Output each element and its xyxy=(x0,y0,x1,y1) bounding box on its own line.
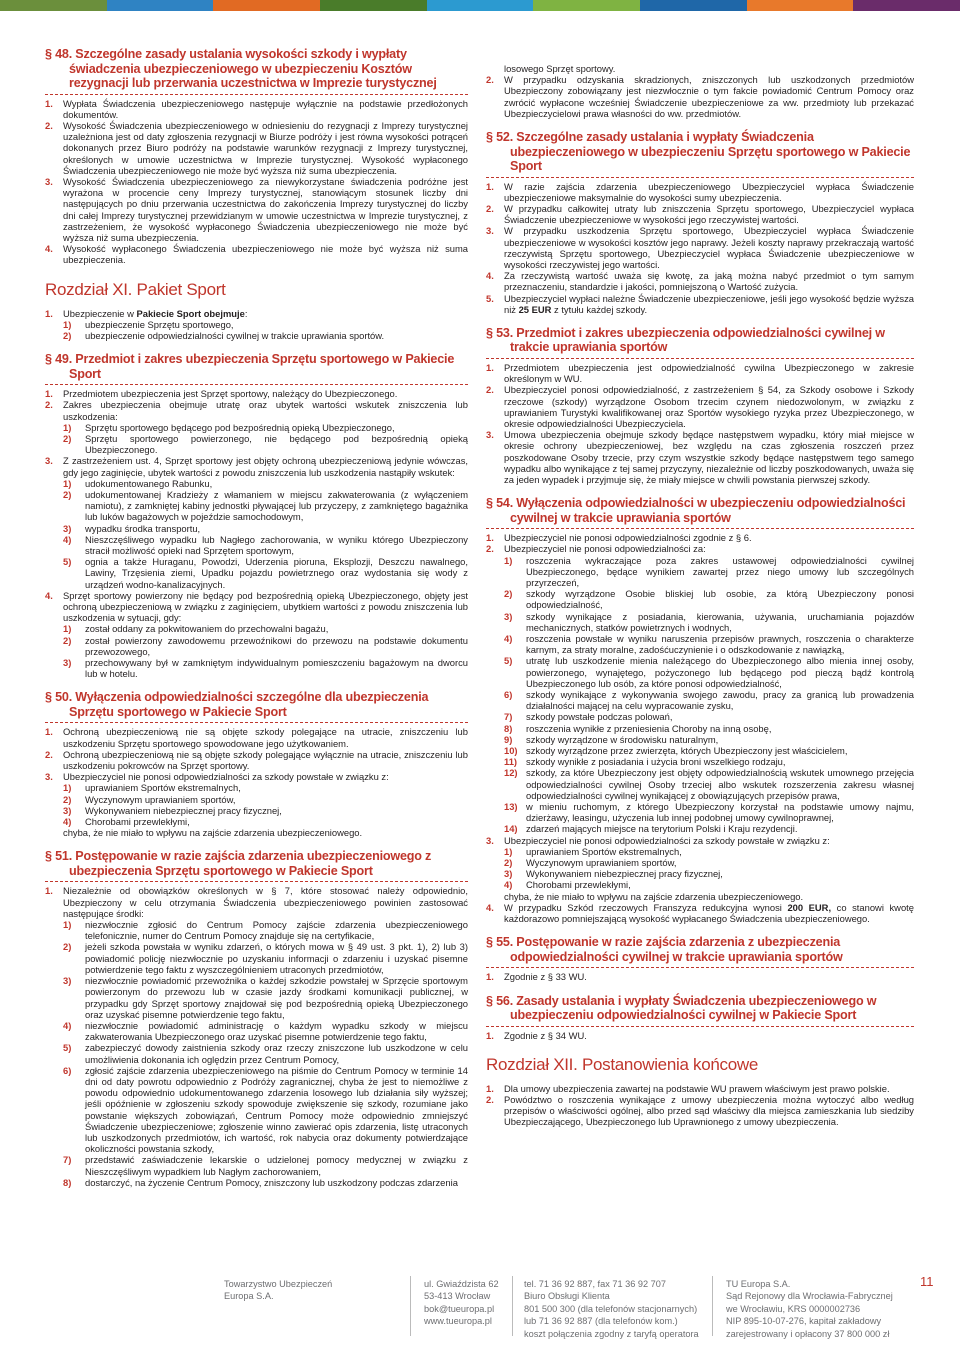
item-number: 4. xyxy=(486,901,494,913)
item-number: 2) xyxy=(63,432,72,444)
item-number: 2) xyxy=(504,588,513,600)
item-text: dostarczyć, na życzenie Centrum Pomocy, zniszczony lub uszkodzony podczas zdarzenia xyxy=(85,1176,458,1188)
sub-list-item xyxy=(45,975,468,1020)
list-item xyxy=(486,384,914,429)
item-number: 14) xyxy=(504,823,518,835)
chapter-heading: Rozdział XII. Postanowienia końcowe xyxy=(486,1054,759,1074)
item-text: W przypadku Szkód rzeczowych Franszyza redukcyjna wynosi 200 EUR, co stanowi kwotę każdorazowo pomniejszającą wysokość wypłacanego Świadczenia ubezpieczeniowego. xyxy=(504,901,914,925)
item-text: Ochroną ubezpieczeniową nie są objęte szkody polegające wyłącznie na utracie, zniszczeniu lub uszkodzeniu pokrowców na Sprzęt sportowy. xyxy=(63,748,468,772)
footer-line: Biuro Obsługi Klienta xyxy=(524,1291,610,1302)
item-number: 5. xyxy=(486,292,494,304)
footer-line: NIP 895-10-07-276, kapitał zakładowy xyxy=(726,1316,882,1327)
sub-list-item xyxy=(45,330,468,341)
list-item xyxy=(486,543,914,554)
footer-divider xyxy=(712,1276,713,1336)
item-number: 4) xyxy=(504,633,513,645)
item-number: 1) xyxy=(504,554,513,566)
sub-list-item xyxy=(45,523,468,534)
item-number: 8) xyxy=(504,722,513,734)
item-text: szkody wynikłe z posiadania i użycia broni wszelkiego rodzaju, xyxy=(526,756,786,768)
item-number: 4) xyxy=(63,1019,72,1031)
section-heading: § 56. Zasady ustalania i wypłaty Świadczenia ubezpieczeniowego w ubezpieczeniu odpowiedzialności cywilnej w Pakiecie Sport xyxy=(486,993,877,1022)
item-number: 3. xyxy=(486,225,494,237)
item-number: 7) xyxy=(504,711,513,723)
item-number: 2. xyxy=(486,384,494,396)
item-number: 1. xyxy=(486,361,494,373)
item-text: wypadku środka transportu, xyxy=(85,522,201,534)
item-text: Ubezpieczyciel ponosi odpowiedzialność, z zastrzeżeniem § 54, za Szkody osobowe i Szkody rzeczowe (szkody) wyrządzone Osobom trzecim czynem niedozwolonym, w związku z uprawianiem Turystyki kwalifikowanej oraz Sportów wysokiego ryzyka przez Ubezpieczonego, w okresie odpowiedzialności Ubezpieczyciela. xyxy=(504,384,914,429)
list-item xyxy=(45,243,468,265)
list-item xyxy=(486,74,914,119)
item-number: 11) xyxy=(504,756,518,768)
heading-rule xyxy=(486,528,914,529)
sub-list-item xyxy=(486,767,914,801)
item-text: Umowa ubezpieczenia obejmuje szkody będące następstwem wypadku, który miał miejsce w okresie ochrony ubezpieczeniowej, bez względu na czas zgłoszenia roszczeń przez poszkodowane Osoby trzecie, przy czym wszystkie szkody będące następstwem tego samego wypadku albo wynikające z tej samej przyczyny, niezależnie od liczby poszkodowanych, uważa się za jeden wypadek i przyjmuje się, że miały miejsce w chwili powstania pierwszej szkody. xyxy=(504,429,914,485)
item-text: szkody, za które Ubezpieczony jest objęty odpowiedzialnością wskutek umownego przejęcia odpowiedzialności cywilnej Osoby trzeciej albo wskutek rozszerzenia zakresu własnej odpowiedzialności cywilnej wynikającej z obowiązujących przepisów prawa, xyxy=(526,767,914,801)
sub-list-item xyxy=(45,919,468,941)
footer-line: ul. Gwiaździsta 62 xyxy=(424,1279,499,1289)
item-text: Wysokość Świadczenia ubezpieczeniowego w odniesieniu do rezygnacji z Imprezy turystycznej uzależniona jest od daty zgłoszenia rezygnacji w Biurze podróży i jest równa wysokości potrąceń dokonanych przez Biuro podróży na podstawie warunków rezygnacji z Imprezy turystycznej, określonych w umowie uczestnictwa w Imprezie turystycznej. Wysokość wypłaconego Świadczenia ubezpieczeniowego nie może być wyższa niż suma ubezpieczenia. xyxy=(63,119,468,176)
list-item xyxy=(486,362,914,384)
item-number: 7) xyxy=(63,1154,72,1166)
left-column xyxy=(45,47,468,1188)
section-heading: § 50. Wyłączenia odpowiedzialności szczególne dla ubezpieczenia Sprzętu sportowego w Pakiecie Sport xyxy=(45,690,429,719)
color-stripe-segment xyxy=(320,0,427,11)
list-item xyxy=(45,388,468,399)
item-number: 4. xyxy=(45,243,53,255)
item-text: w mieniu ruchomym, z którego Ubezpieczony korzystał na podstawie umowy najmu, dzierżawy, leasingu, użyczenia lub innej podobnej umowy cywilnoprawnej, xyxy=(526,801,914,824)
footer-line: Europa S.A. xyxy=(224,1291,274,1302)
item-text: Chorobami przewlekłymi, xyxy=(526,879,631,891)
footer-address xyxy=(424,1278,499,1328)
color-stripe-segment xyxy=(747,0,854,11)
item-text: Zakres ubezpieczenia obejmuje utratę oraz ubytek wartości wskutek zniszczenia lub uszkodzenia: xyxy=(63,399,468,422)
item-text: roszczenia wykraczające poza zakres ustawowej odpowiedzialności cywilnej Ubezpieczonego, będące wynikiem zawartej przez niego umowy lub szczególnych przyrzeczeń, xyxy=(526,554,914,588)
item-text: Wysokość Świadczenia ubezpieczeniowego za niewykorzystane świadczenia podróżne jest wyrażona w procencie ceny Imprezy turystycznej, stanowiącym stosunek liczby dni następujących po dniu przerwania uczestnictwa do zakończenia Imprezy turystycznej do liczby dni całej Imprezy turystycznej przewidzianym w umowie uczestnictwa w Imprezie turystycznej, z zastrzeżeniem, że wysokość wypłaconego Świadczenia ubezpieczeniowego nie może być wyższa niż suma ubezpieczenia. xyxy=(63,175,468,243)
item-text: Przedmiotem ubezpieczenia jest odpowiedzialność cywilna Ubezpieczonego w zakresie określonym w WU. xyxy=(504,361,914,385)
item-number: 3) xyxy=(504,610,513,622)
list-item xyxy=(486,1083,914,1094)
sub-list-item xyxy=(486,723,914,734)
sub-list-item xyxy=(45,1065,468,1155)
item-text: W przypadku całkowitej utraty lub zniszczenia Sprzętu sportowego, Ubezpieczyciel wypłaca Świadczenie ubezpieczeniowe w wysokości jego rzeczywistej wartości. xyxy=(504,202,914,226)
item-text: Ochroną ubezpieczeniową nie są objęte szkody polegające na utracie, zniszczeniu lub uszkodzeniu Sprzętu sportowego spowodowane jego użytkowaniem. xyxy=(63,726,468,749)
footer-line: tel. 71 36 92 887, fax 71 36 92 707 xyxy=(524,1279,667,1289)
item-text: Dla umowy ubezpieczenia zawartej na podstawie WU prawem właściwym jest prawo polskie. xyxy=(504,1082,890,1094)
item-text: przedstawić zaświadczenie lekarskie o udzielonej pomocy medycznej w związku z Nieszczęśliwym wypadkiem lub Nagłym zachorowaniem, xyxy=(85,1154,468,1177)
item-text: niezwłocznie powiadomić przewoźnika o każdej szkodzie powstałej w Sprzęcie sportowym powierzonym do przewozu lub w czasie jazdy środkami komunikacji publicznej, w przypadku gdy Sprzęt sportowy znajdował się pod bezpośrednią opieką Ubezpieczonego oraz uzyskać pisemne potwierdzenie tego faktu, xyxy=(85,975,468,1020)
item-number: 2) xyxy=(63,488,72,500)
sub-list-item xyxy=(45,623,468,634)
item-text: przechowywany był w zamkniętym indywidualnym pomieszczeniu bagażowym na dworcu lub w hotelu. xyxy=(85,657,468,680)
item-number: 4. xyxy=(45,589,53,601)
continuation-text xyxy=(486,63,914,74)
list-item xyxy=(486,181,914,203)
list-item xyxy=(45,590,468,624)
section-heading: § 53. Przedmiot i zakres ubezpieczenia odpowiedzialności cywilnej w trakcie uprawiania sportów xyxy=(486,325,885,355)
item-text: Niezależnie od obowiązków określonych w § 7, które stosować należy odpowiednio, Ubezpieczony w celu otrzymania Świadczenia ubezpieczeniowego powinien zastosować następujące środki: xyxy=(63,885,468,919)
item-number: 1. xyxy=(45,885,53,897)
sub-list-item xyxy=(486,868,914,879)
item-text: został powierzony zawodowemu przewoźnikowi do przewozu na podstawie dokumentu przewozowego, xyxy=(85,634,468,657)
item-text: W przypadku uszkodzenia Sprzętu sportowego, Ubezpieczyciel wypłaca Świadczenie ubezpieczeniowe w wysokości kosztów jego naprawy. Jeżeli koszty naprawy przekraczają wartość rzeczywistą Sprzętu sportowego, Ubezpieczyciel wypłaca Świadczenie ubezpieczeniowe w wysokości rzeczywistej jego wartości. xyxy=(504,225,914,270)
item-text: jeżeli szkoda powstała w wyniku zdarzeń, o których mowa w § 49 ust. 3 pkt. 1), 2) lub 3) powiadomić policję niezwłocznie po uzyskaniu informacji o zdarzeniu i uzyskać pisemne potwierdzenie tego faktu z wyszczególnieniem utraconych przedmiotów, xyxy=(85,941,468,975)
item-text: Za rzeczywistą wartość uważa się kwotę, za jaką można nabyć przedmiot o tym samym przeznaczeniu, standardzie i jakości, pomniejszoną o Wartość zużycia. xyxy=(504,270,914,293)
sub-list-item xyxy=(45,433,468,455)
color-stripe-segment xyxy=(640,0,747,11)
item-text: szkody wyrządzone w środowisku naturalnym, xyxy=(526,733,719,745)
item-number: 3. xyxy=(45,175,53,187)
paragraph-text: losowego Sprzęt sportowy. xyxy=(504,63,616,74)
item-number: 2. xyxy=(486,74,494,86)
list-item xyxy=(486,835,914,846)
list-item xyxy=(45,726,468,748)
item-number: 8) xyxy=(63,1176,72,1188)
list-item xyxy=(486,971,914,982)
item-number: 4) xyxy=(504,879,513,891)
footer-line: koszt połączenia zgodny z taryfą operatora xyxy=(524,1328,699,1339)
item-number: 2) xyxy=(63,793,72,805)
section-heading: § 48. Szczególne zasady ustalania wysokości szkody i wypłaty świadczenia ubezpieczeniowego w ubezpieczeniu Kosztów rezygnacji lub przerwania uczestnictwa w Imprezie turystycznej xyxy=(45,47,437,90)
heading-rule xyxy=(486,177,914,178)
item-text: niezwłocznie powiadomić administrację o każdym wypadku szkody w miejscu zakwaterowania Ubezpieczonego oraz uzyskać pisemne potwierdzenie tego faktu, xyxy=(85,1019,468,1043)
item-text: udokumentowanej Kradzieży z włamaniem w miejscu zakwaterowania (z wyłączeniem namiotu), z zamkniętej kabiny jednostki pływającej lub przyczepy, z zamkniętego bagażnika lub luków bagażowych w pojeździe samochodowym, xyxy=(85,488,468,523)
section-heading: § 49. Przedmiot i zakres ubezpieczenia Sprzętu sportowego w Pakiecie Sport xyxy=(45,352,455,381)
list-item xyxy=(45,749,468,771)
item-number: 1. xyxy=(45,307,53,319)
item-number: 1) xyxy=(63,318,72,330)
sub-list-item xyxy=(45,556,468,590)
sub-list-item xyxy=(486,633,914,655)
bold-text: Pakiecie Sport obejmuje xyxy=(136,307,245,319)
heading-rule xyxy=(486,358,914,359)
item-text: ognia a także Huraganu, Powodzi, Uderzenia pioruna, Eksplozji, Deszczu nawalnego, Lawiny, Trzęsienia ziemi, Upadku pojazdu powietrznego oraz wydostania się wody z urządzeń wodno-kanalizacyjnych. xyxy=(85,556,468,590)
list-item xyxy=(486,270,914,292)
right-column xyxy=(486,63,914,1128)
item-text: Zgodnie z § 33 WU. xyxy=(504,971,587,983)
item-text: Nieszczęśliwego wypadku lub Nagłego zachorowania, w wyniku którego Ubezpieczony stracił możliwość opieki nad Sprzętem sportowym, xyxy=(85,533,468,556)
item-number: 10) xyxy=(504,745,518,757)
item-number: 2) xyxy=(504,857,513,869)
sub-list-item xyxy=(486,756,914,767)
sub-list-item xyxy=(486,689,914,711)
item-text: Ubezpieczyciel wypłaci należne Świadczenie ubezpieczeniowe, jeśli jego wysokość będzie wyższa niż 25 EUR z tytułu każdej szkody. xyxy=(504,292,914,315)
footer-divider xyxy=(410,1276,411,1336)
sub-list-item xyxy=(486,745,914,756)
heading-rule xyxy=(486,1026,914,1027)
item-text: zdarzeń mających miejsce na terytorium Polski i Kraju rezydencji. xyxy=(526,823,798,835)
page-number: 11 xyxy=(920,1274,934,1289)
list-item xyxy=(486,293,914,315)
item-text: Sprzętu sportowego powierzonego, nie będącego pod bezpośrednią opieką Ubezpieczonego. xyxy=(85,432,468,456)
sub-list-item xyxy=(486,846,914,857)
heading-rule xyxy=(45,384,468,385)
chapter-heading: Rozdział XI. Pakiet Sport xyxy=(45,279,226,299)
item-number: 1) xyxy=(63,421,72,433)
sub-list-item xyxy=(45,478,468,489)
list-item xyxy=(45,771,468,782)
item-number: 3) xyxy=(504,868,513,880)
item-number: 2) xyxy=(63,941,72,953)
color-stripe-segment xyxy=(533,0,640,11)
footer-line: Towarzystwo Ubezpieczeń xyxy=(224,1279,333,1289)
section-heading: § 52. Szczególne zasady ustalania i wypłaty Świadczenia ubezpieczeniowego w ubezpieczeniu Sprzętu sportowego w Pakiecie Sport xyxy=(486,130,911,174)
sub-list-item xyxy=(486,655,914,689)
item-number: 5) xyxy=(504,655,513,667)
item-text: Wyczynowym uprawianiem sportów, xyxy=(85,793,236,805)
bold-text: 200 EUR, xyxy=(787,901,832,913)
item-number: 3. xyxy=(486,834,494,846)
item-number: 3. xyxy=(45,455,53,467)
section-heading: § 55. Postępowanie w razie zajścia zdarzenia z ubezpieczenia odpowiedzialności cywilnej w trakcie uprawiania sportów xyxy=(486,935,843,964)
item-text: szkody wynikające z posiadania, kierowania, używania, uruchamiania pojazdów mechanicznych, statków powietrznych i wodnych, xyxy=(526,610,914,633)
sub-list-item xyxy=(45,782,468,793)
item-number: 1) xyxy=(63,782,72,794)
footer-line: 53-413 Wrocław xyxy=(424,1291,491,1302)
item-text: Ubezpieczyciel nie ponosi odpowiedzialności za szkody powstałe w związku z: xyxy=(63,771,389,783)
list-item xyxy=(45,885,468,919)
sub-list-item xyxy=(486,588,914,610)
sub-list-item xyxy=(45,805,468,816)
list-item xyxy=(486,532,914,543)
color-stripe-segment xyxy=(427,0,534,11)
item-text: Ubezpieczyciel nie ponosi odpowiedzialności za szkody powstałe w związku z: xyxy=(504,834,830,846)
continuation-text xyxy=(486,891,914,902)
list-item xyxy=(486,225,914,270)
sub-list-item xyxy=(45,1177,468,1188)
list-item xyxy=(45,308,468,319)
sub-list-item xyxy=(45,534,468,556)
footer-line: Sąd Rejonowy dla Wrocławia-Fabrycznej xyxy=(726,1291,893,1302)
item-number: 2. xyxy=(486,543,494,555)
sub-list-item xyxy=(486,801,914,823)
item-number: 5) xyxy=(63,556,72,568)
item-text: szkody powstałe podczas polowań, xyxy=(526,711,673,723)
item-number: 2) xyxy=(63,329,72,341)
sub-list-item xyxy=(45,941,468,975)
item-text: Powództwo o roszczenia wynikające z umowy ubezpieczenia można wytoczyć albo według przepisów o właściwości ogólnej, albo przed sąd właściwy dla miejsca zamieszkania lub siedziby Ubezpieczającego, Ubezpieczonego lub Uprawnionego z umowy ubezpieczenia. xyxy=(504,1093,914,1128)
sub-list-item xyxy=(486,734,914,745)
item-text: niezwłocznie zgłosić do Centrum Pomocy zajście zdarzenia ubezpieczeniowego telefonicznie, numer do Centrum Pomocy znajduje się na certyfikacie, xyxy=(85,919,468,942)
item-text: Wyczynowym uprawianiem sportów, xyxy=(526,857,677,869)
item-number: 9) xyxy=(504,733,513,745)
item-number: 1. xyxy=(45,97,53,109)
item-number: 12) xyxy=(504,767,518,779)
item-number: 1. xyxy=(45,388,53,400)
sub-list-item xyxy=(45,635,468,657)
item-number: 4. xyxy=(486,270,494,282)
item-number: 1. xyxy=(486,1029,494,1041)
item-number: 3) xyxy=(63,804,72,816)
item-number: 1) xyxy=(63,623,72,635)
heading-rule xyxy=(45,881,468,882)
item-number: 13) xyxy=(504,801,518,813)
item-text: utratę lub uszkodzenie mienia należącego do Ubezpieczonego albo mienia innej osoby, powierzonego, wynajętego, pożyczonego lub będącego pod pieczą bądź kontrolą Ubezpieczonego lub osób, za które ponosi odpowiedzialność, xyxy=(526,655,914,689)
item-number: 1) xyxy=(63,477,72,489)
section-heading: § 51. Postępowanie w razie zajścia zdarzenia ubezpieczeniowego z ubezpieczenia Sprzętu sportowego w Pakiecie Sport xyxy=(45,849,432,878)
color-stripe-segment xyxy=(0,0,107,11)
paragraph-text: chyba, że nie miało to wpływu na zajście zdarzenia ubezpieczeniowego. xyxy=(504,890,804,902)
bold-text: 25 EUR xyxy=(518,303,552,315)
item-text: Z zastrzeżeniem ust. 4, Sprzęt sportowy jest objęty ochroną ubezpieczeniową jedynie wówczas, gdy jego zaginięcie, ubytek wartości z powodu zniszczenia lub uszkodzenia nastąpiły wskutek: xyxy=(63,455,468,478)
heading-rule xyxy=(45,94,468,95)
list-item xyxy=(486,203,914,225)
list-item xyxy=(45,399,468,421)
item-text: szkody wyrządzone przez zwierzęta, których Ubezpieczony jest właścicielem, xyxy=(526,745,848,757)
item-number: 6) xyxy=(504,689,513,701)
list-item xyxy=(486,902,914,924)
item-text: Sprzęt sportowy powierzony nie będący pod bezpośrednią opieką Ubezpieczonego, objęty jest ochroną ubezpieczeniową w związku z zaginięciem, ubytkiem wartości z powodu zniszczenia lub uszkodzenia w sytuacji, gdy: xyxy=(63,589,468,624)
item-number: 3) xyxy=(63,522,72,534)
list-item xyxy=(45,455,468,477)
sub-list-item xyxy=(45,489,468,523)
item-text: Zgodnie z § 34 WU. xyxy=(504,1029,587,1041)
list-item xyxy=(45,120,468,176)
footer-line: TU Europa S.A. xyxy=(726,1279,791,1289)
item-number: 1. xyxy=(486,532,494,544)
sub-list-item xyxy=(486,711,914,722)
item-text: Chorobami przewlekłymi, xyxy=(85,816,190,828)
item-number: 2. xyxy=(45,119,53,131)
item-number: 4) xyxy=(63,816,72,828)
sub-list-item xyxy=(45,794,468,805)
item-text: szkody wynikające z wykonywania swojego zawodu, pracy za granicą lub prowadzenia działalności mającej na celu wypracowanie zysku, xyxy=(526,689,914,712)
list-item xyxy=(45,98,468,120)
sub-list-item xyxy=(45,319,468,330)
item-number: 5) xyxy=(63,1042,72,1054)
footer-line: we Wrocławiu, KRS 0000002736 xyxy=(726,1303,861,1314)
item-text: Wykonywaniem niebezpiecznej pracy fizycznej, xyxy=(85,804,282,816)
sub-list-item xyxy=(45,422,468,433)
footer-divider xyxy=(512,1276,513,1336)
item-text: roszczenia powstałe w wyniku naruszenia przepisów prawnych, roszczenia o charakterze karnym, za straty moralne, zadośćuczynienie i o odszkodowanie z nawiązką, xyxy=(526,633,914,656)
item-text: Ubezpieczenie w Pakiecie Sport obejmuje: xyxy=(63,307,248,319)
item-text: roszczenia wynikłe z przeniesienia Choroby na inną osobę, xyxy=(526,722,772,734)
item-number: 2. xyxy=(486,202,494,214)
item-text: zgłosić zajście zdarzenia ubezpieczeniowego na piśmie do Centrum Pomocy w terminie 14 dni od daty powrotu odpowiednio z Podróży zagranicznej, chyba że jest to niemożliwe z powodu odpowiednio udokumentowanego zdarzenia losowego lub działania siły wyższej; jeśli opóźnienie w zgłoszeniu szkody spowoduje zwiększenie się szkody, rozumiane jako powstanie większych zobowiązań, Centrum Pomocy może odpowiednio zmniejszyć Świadczenie ubezpieczeniowe; zgłoszenie winno zawierać opis zdarzenia, listę utraconych lub uszkodzonych przedmiotów, ich wartość, rok nabycia oraz dokumenty potwierdzające okoliczności powstania szkody, xyxy=(85,1064,468,1155)
sub-list-item xyxy=(45,1020,468,1042)
item-text: został oddany za pokwitowaniem do przechowalni bagażu, xyxy=(85,623,329,635)
heading-rule xyxy=(45,722,468,723)
item-number: 1. xyxy=(486,1082,494,1094)
color-stripe-segment xyxy=(853,0,960,11)
item-text: szkody wyrządzone Osobie bliskiej lub osobie, za którą Ubezpieczony ponosi odpowiedzialność, xyxy=(526,588,914,611)
item-text: Ubezpieczyciel nie ponosi odpowiedzialności zgodnie z § 6. xyxy=(504,532,752,544)
sub-list-item xyxy=(486,879,914,890)
color-stripe xyxy=(0,0,960,11)
item-number: 2. xyxy=(486,1093,494,1105)
item-text: ubezpieczenie odpowiedzialności cywilnej w trakcie uprawiania sportów. xyxy=(85,329,385,341)
heading-rule xyxy=(486,967,914,968)
item-number: 6) xyxy=(63,1064,72,1076)
item-text: zabezpieczyć dowody zaistnienia szkody oraz rzeczy zniszczone lub uszkodzone w celu umożliwienia dokonania ich oględzin przez Centrum Pomocy, xyxy=(85,1042,468,1065)
item-text: Sprzętu sportowego będącego pod bezpośrednią opieką Ubezpieczonego, xyxy=(85,421,395,433)
footer-line: lub 71 36 92 887 (dla telefonów kom.) xyxy=(524,1316,678,1327)
continuation-text xyxy=(45,827,468,838)
item-text: Wysokość wypłaconego Świadczenia ubezpieczeniowego nie może być wyższa niż suma ubezpieczenia. xyxy=(63,243,468,266)
sub-list-item xyxy=(45,1154,468,1176)
footer-line: 801 500 300 (dla telefonów stacjonarnych) xyxy=(524,1303,698,1314)
sub-list-item xyxy=(486,555,914,589)
item-number: 1) xyxy=(63,919,72,931)
item-number: 1. xyxy=(486,180,494,192)
item-number: 2. xyxy=(45,399,53,411)
item-text: udokumentowanego Rabunku, xyxy=(85,477,213,489)
item-number: 1) xyxy=(504,845,513,857)
item-text: W przypadku odzyskania skradzionych, zniszczonych lub uszkodzonych przedmiotów Ubezpieczony zobowiązany jest niezwłocznie o tym fakcie powiadomić Centrum Pomocy oraz zwrócić wypłacone wcześniej Świadczenie ubezpieczeniowe za ww. przedmioty lub przekazać Ubezpieczycielowi prawa własności do ww. przedmiotów. xyxy=(504,74,914,119)
footer-company xyxy=(224,1278,332,1303)
color-stripe-segment xyxy=(213,0,320,11)
list-item xyxy=(486,1030,914,1041)
item-number: 3) xyxy=(63,975,72,987)
footer-registry xyxy=(726,1278,893,1340)
footer-email-link[interactable]: bok@tueuropa.pl xyxy=(424,1303,495,1314)
item-text: Wykonywaniem niebezpiecznej pracy fizycznej, xyxy=(526,868,723,880)
item-number: 4) xyxy=(63,533,72,545)
item-number: 1. xyxy=(45,726,53,738)
item-text: uprawianiem Sportów ekstremalnych, xyxy=(85,782,241,794)
item-number: 3. xyxy=(486,429,494,441)
footer-website-link[interactable]: www.tueuropa.pl xyxy=(424,1316,492,1327)
color-stripe-segment xyxy=(107,0,214,11)
sub-list-item xyxy=(45,1042,468,1064)
item-number: 2. xyxy=(45,748,53,760)
list-item xyxy=(45,176,468,243)
sub-list-item xyxy=(45,816,468,827)
sub-list-item xyxy=(486,611,914,633)
item-text: W razie zajścia zdarzenia ubezpieczeniowego Ubezpieczyciel wypłaca Świadczenie ubezpieczeniowe maksymalnie do wysokości sumy ubezpieczenia. xyxy=(504,180,914,203)
item-number: 1. xyxy=(486,971,494,983)
item-text: uprawianiem Sportów ekstremalnych, xyxy=(526,845,682,857)
item-text: Przedmiotem ubezpieczenia jest Sprzęt sportowy, należący do Ubezpieczonego. xyxy=(63,388,398,400)
list-item xyxy=(486,1094,914,1128)
sub-list-item xyxy=(45,657,468,679)
item-text: Ubezpieczyciel nie ponosi odpowiedzialności za: xyxy=(504,543,706,555)
footer-contact xyxy=(524,1278,699,1340)
list-item xyxy=(486,429,914,485)
item-number: 2) xyxy=(63,634,72,646)
item-number: 3) xyxy=(63,657,72,669)
sub-list-item xyxy=(486,857,914,868)
sub-list-item xyxy=(486,823,914,834)
item-text: Wypłata Świadczenia ubezpieczeniowego następuje wyłącznie na podstawie przedłożonych dokumentów. xyxy=(63,97,468,120)
section-heading: § 54. Wyłączenia odpowiedzialności w ubezpieczeniu odpowiedzialności cywilnej w trakcie uprawiania sportów xyxy=(486,496,906,525)
item-text: ubezpieczenie Sprzętu sportowego, xyxy=(85,318,234,330)
item-number: 3. xyxy=(45,771,53,783)
footer-line: zarejestrowany i opłacony 37 800 000 zł xyxy=(726,1328,890,1339)
paragraph-text: chyba, że nie miało to wpływu na zajście zdarzenia ubezpieczeniowego. xyxy=(63,827,363,839)
